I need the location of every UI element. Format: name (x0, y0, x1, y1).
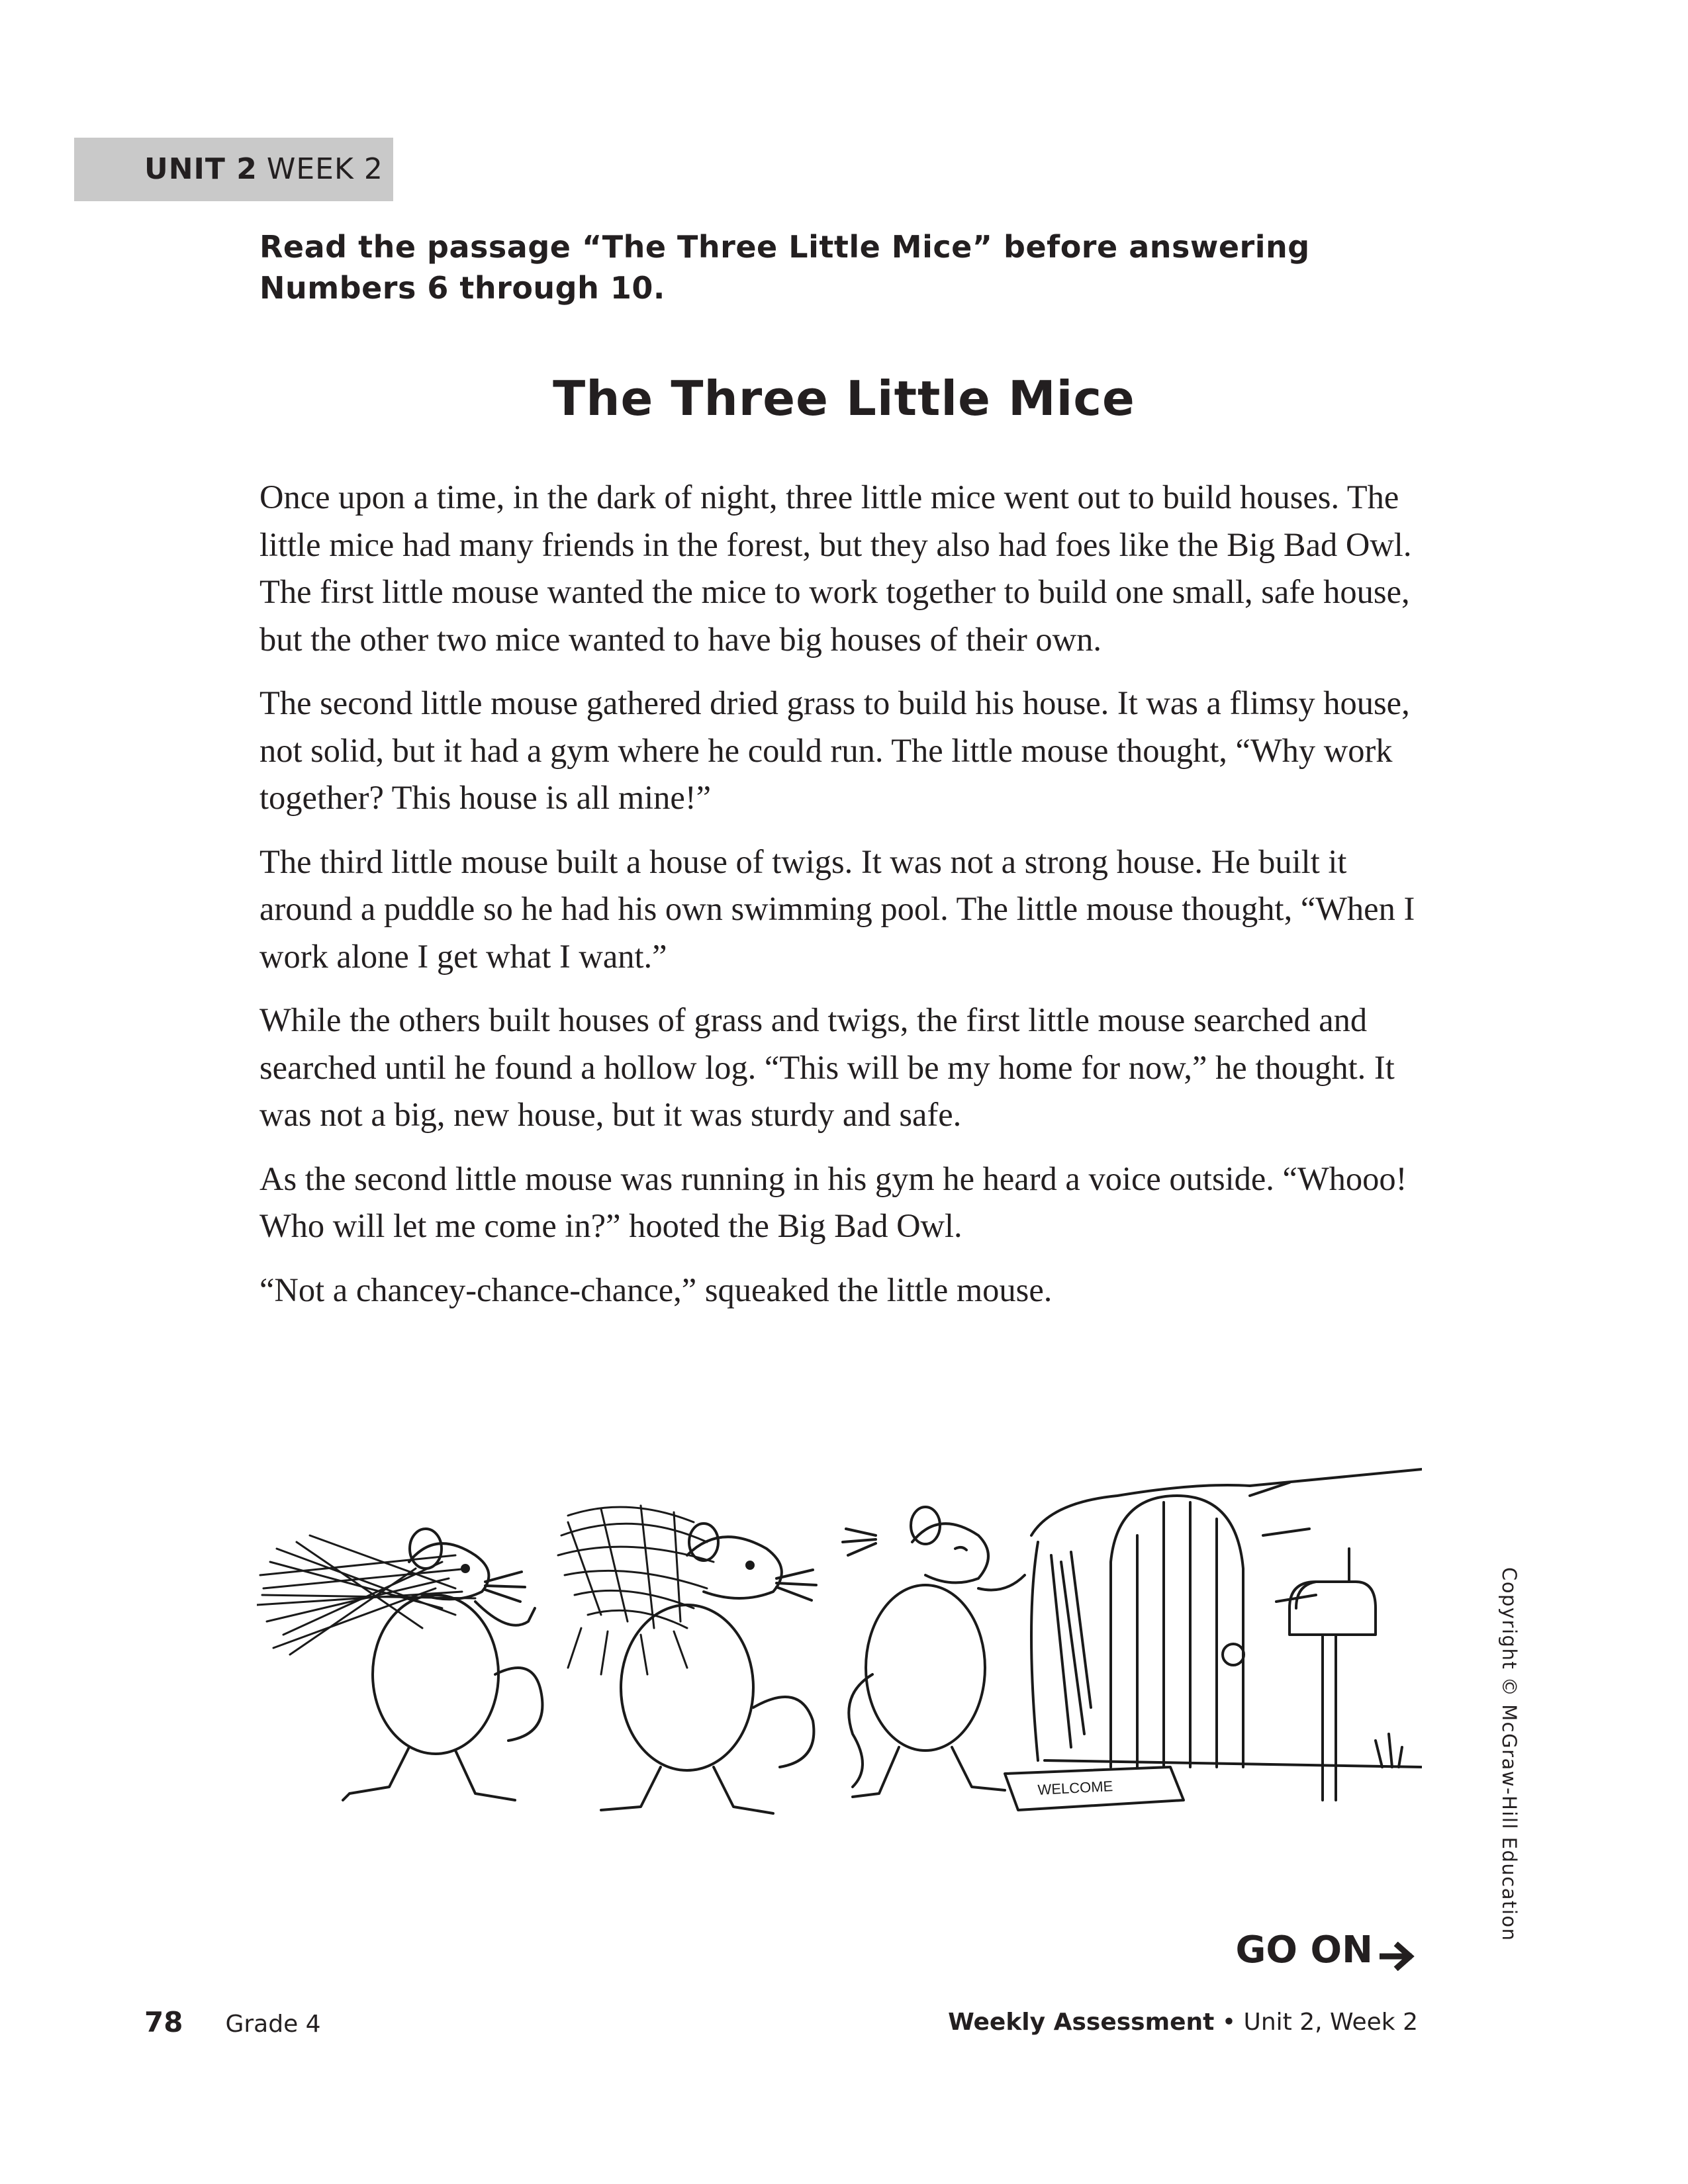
week-label: WEEK 2 (266, 152, 383, 186)
hollow-log-house (1005, 1469, 1422, 1810)
unit-week-tab (74, 138, 393, 201)
page-number: 78 (144, 2006, 183, 2038)
arrow-right-icon (1380, 1936, 1417, 1965)
copyright-notice: Copyright © McGraw-Hill Education (1498, 1567, 1521, 1942)
mailbox-icon (1289, 1549, 1376, 1800)
assessment-label: Weekly Assessment (948, 2009, 1215, 2036)
footer-separator: • (1221, 2009, 1237, 2036)
mouse-at-log (843, 1507, 1025, 1797)
three-mice-illustration (257, 1456, 1422, 1827)
instruction-text: Read the passage “The Three Little Mice” before answering Numbers 6 through 10. (259, 229, 1310, 306)
paragraph-6: “Not a chancey-chance-chance,” squeaked the little mouse. (259, 1271, 1053, 1308)
paragraph-2: The second little mouse gathered dried grass to build his house. It was a flimsy house, not solid, but it had a gym where he could run. The little mouse thought, “Why work together? This house is all mine!” (259, 684, 1410, 816)
footer-left (144, 2003, 321, 2044)
go-on-indicator (1235, 1927, 1417, 1974)
passage-body (259, 474, 1444, 1330)
paragraph-3: The third little mouse built a house of twigs. It was not a strong house. He built it around a puddle so he had his own swimming pool. The little mouse thought, “When I work alone I get what I want.” (259, 842, 1415, 975)
paragraph-4: While the others built houses of grass and twigs, the first little mouse searched and searched until he found a hollow log. “This will be my home for now,” he thought. It was not a big, new house, but it was sturdy and safe. (259, 1001, 1395, 1133)
footer-right (948, 2003, 1418, 2042)
doormat (1005, 1767, 1184, 1810)
mouse-with-grass (558, 1506, 816, 1813)
doormat-text: WELCOME (1037, 1778, 1113, 1798)
grade-label: Grade 4 (225, 2011, 321, 2038)
paragraph-1: Once upon a time, in the dark of night, three little mice went out to build houses. The little mice had many friends in the forest, but they also had foes like the Big Bad Owl. The first little mouse wanted the mice to work together to build one small, safe house, but the other two mice wanted to have big houses of their own. (259, 478, 1412, 658)
mouse-with-twigs (257, 1529, 542, 1800)
paragraph-5: As the second little mouse was running in his gym he heard a voice outside. “Whooo! Who will let me come in?” hooted the Big Bad Owl. (259, 1160, 1407, 1244)
unit-label: UNIT 2 (144, 152, 258, 186)
go-on-label: GO ON (1235, 1929, 1373, 1972)
passage-title: The Three Little Mice (553, 371, 1135, 426)
unit-week-label: Unit 2, Week 2 (1243, 2009, 1418, 2036)
